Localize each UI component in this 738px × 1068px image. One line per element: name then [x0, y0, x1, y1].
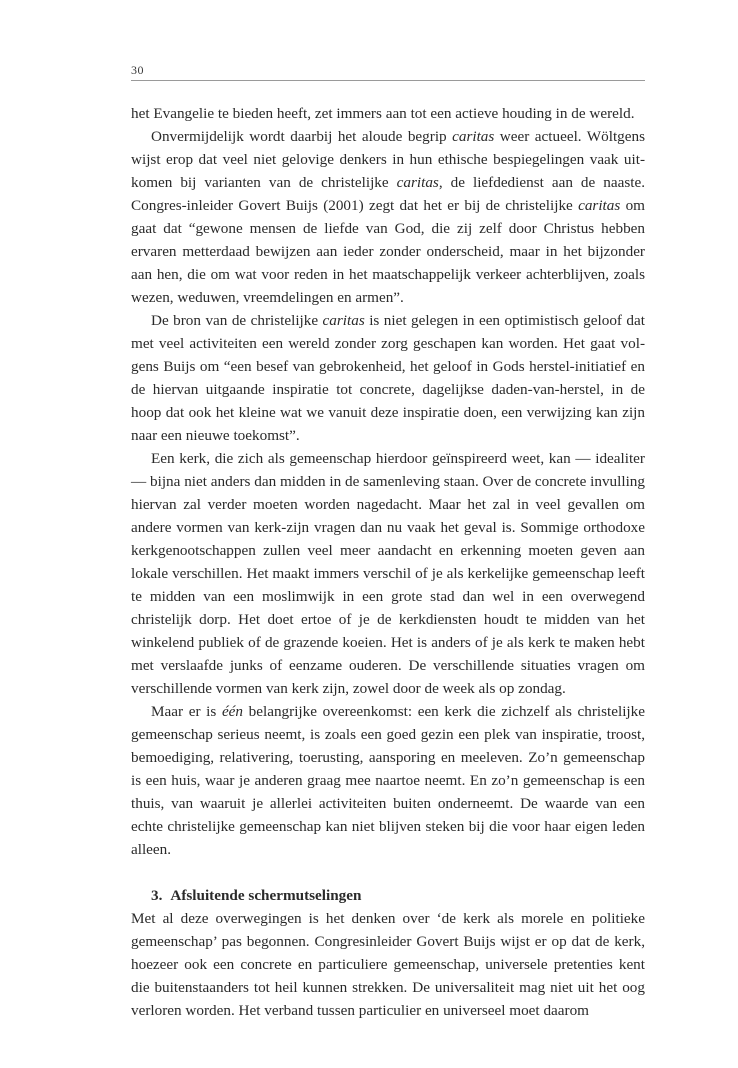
italic-text: caritas — [578, 197, 621, 214]
italic-text: caritas — [396, 174, 439, 191]
italic-text: caritas — [452, 128, 495, 145]
text-run: De bron van de christelijke — [151, 312, 323, 329]
text-run: , de liefdedienst aan de naaste. Congres-inleider Govert Buijs (2001) zegt dat het er bij de christelijke — [131, 174, 646, 214]
paragraph — [131, 102, 645, 125]
paragraph — [131, 125, 645, 309]
text-run: is niet gelegen in een optimistisch geloof dat met veel activiteiten een wereld zonder zorg geschapen kan worden. Het gaat volgens Buijs om “een besef van gebrokenheid, het geloof in Gods herstel-initiatief en de hiervan uitgaande inspiratie tot concrete, dagelijkse daden-van-herstel, in de hoop dat ook het kleine wat we vanuit deze inspiratie doen, een verwijzing kan zijn naar een nieuwe toekomst”. — [131, 312, 645, 444]
text-run: om gaat dat “gewone mensen de liefde van God, die zij zelf door Christus hebben ervaren metterdaad bewijzen aan ieder zonder onderscheid, maar in het bijzonder aan hen, die om wat voor reden in het maatschappelijk verkeer achterblijven, zoals wezen, weduwen, vreemdelingen en armen”. — [131, 197, 645, 306]
paragraph — [131, 907, 645, 1022]
text-run: het Evangelie te bieden heeft, zet immers aan tot een actieve houding in de wereld. — [131, 105, 635, 122]
main-paragraphs — [131, 102, 645, 861]
text-run: Onvermijdelijk wordt daarbij het aloude begrip — [151, 128, 453, 145]
italic-text: caritas — [322, 312, 365, 329]
body-text — [131, 102, 645, 1022]
text-run: Met al deze overwegingen is het denken over ‘de kerk als morele en politieke gemeenschap’ pas begonnen. Congresinleider Govert Buijs wijst er op dat de kerk, hoezeer ook een concrete en particuliere gemeenschap, universele pretenties kent die buitenstaanders tot heil kunnen strekken. De universaliteit mag niet uit het oog verloren worden. Het verband tussen particulier en universeel moet daarom — [131, 910, 645, 1019]
text-run: Een kerk, die zich als gemeenschap hierdoor geïnspireerd weet, kan — idealiter — bijna niet anders dan midden in de samenleving staan. Over de concrete invulling hiervan zal verder moeten worden nagedacht. Maar het zal in veel gevallen om andere vormen van kerk-zijn vragen dan nu vaak het geval is. Sommige orthodoxe kerkgenootschappen zullen veel meer aandacht en erkenning moeten geven aan lokale verschillen. Het maakt immers verschil of je als kerkelijke gemeenschap leeft te midden van een moslimwijk in een grote stad dan wel in een overwegend christelijk dorp. Het doet ertoe of je de kerkdiensten houdt te midden van het winkelend publiek of de grazende koeien. Het is anders of je als kerk te maken hebt met verslaafde junks of eenzame ouderen. De verschillende situaties vragen om verschillende vormen van kerk zijn, zowel door de week als op zondag. — [131, 450, 645, 697]
section-title: Afsluitende schermutselingen — [170, 887, 362, 904]
paragraph — [131, 700, 645, 861]
paragraph — [131, 447, 645, 700]
text-run: weer actueel. Wöltgens wijst erop dat veel niet gelovige denkers in hun ethische bespiegelingen vaak uitkomen bij varianten van de christelijke — [131, 128, 646, 191]
section-number: 3. — [151, 887, 163, 904]
paragraph — [131, 309, 645, 447]
section-heading — [151, 884, 645, 907]
page-number: 30 — [131, 63, 144, 77]
header-rule — [131, 80, 645, 81]
text-run: belangrijke overeenkomst: een kerk die zichzelf als christelijke gemeenschap serieus neemt, is zoals een goed gezin een plek van inspiratie, troost, bemoediging, relativering, toerusting, aansporing en meeleven. Zo’n gemeenschap is een huis, waar je anderen graag mee naartoe neemt. En zo’n gemeenschap is een thuis, van waaruit je allerlei activiteiten buiten onderneemt. De waarde van een echte christelijke gemeenschap kan niet blijven steken bij die voor haar eigen leden alleen. — [131, 703, 645, 858]
italic-text: één — [221, 703, 244, 720]
text-run: Maar er is — [151, 703, 222, 720]
section-paragraphs — [131, 907, 645, 1022]
